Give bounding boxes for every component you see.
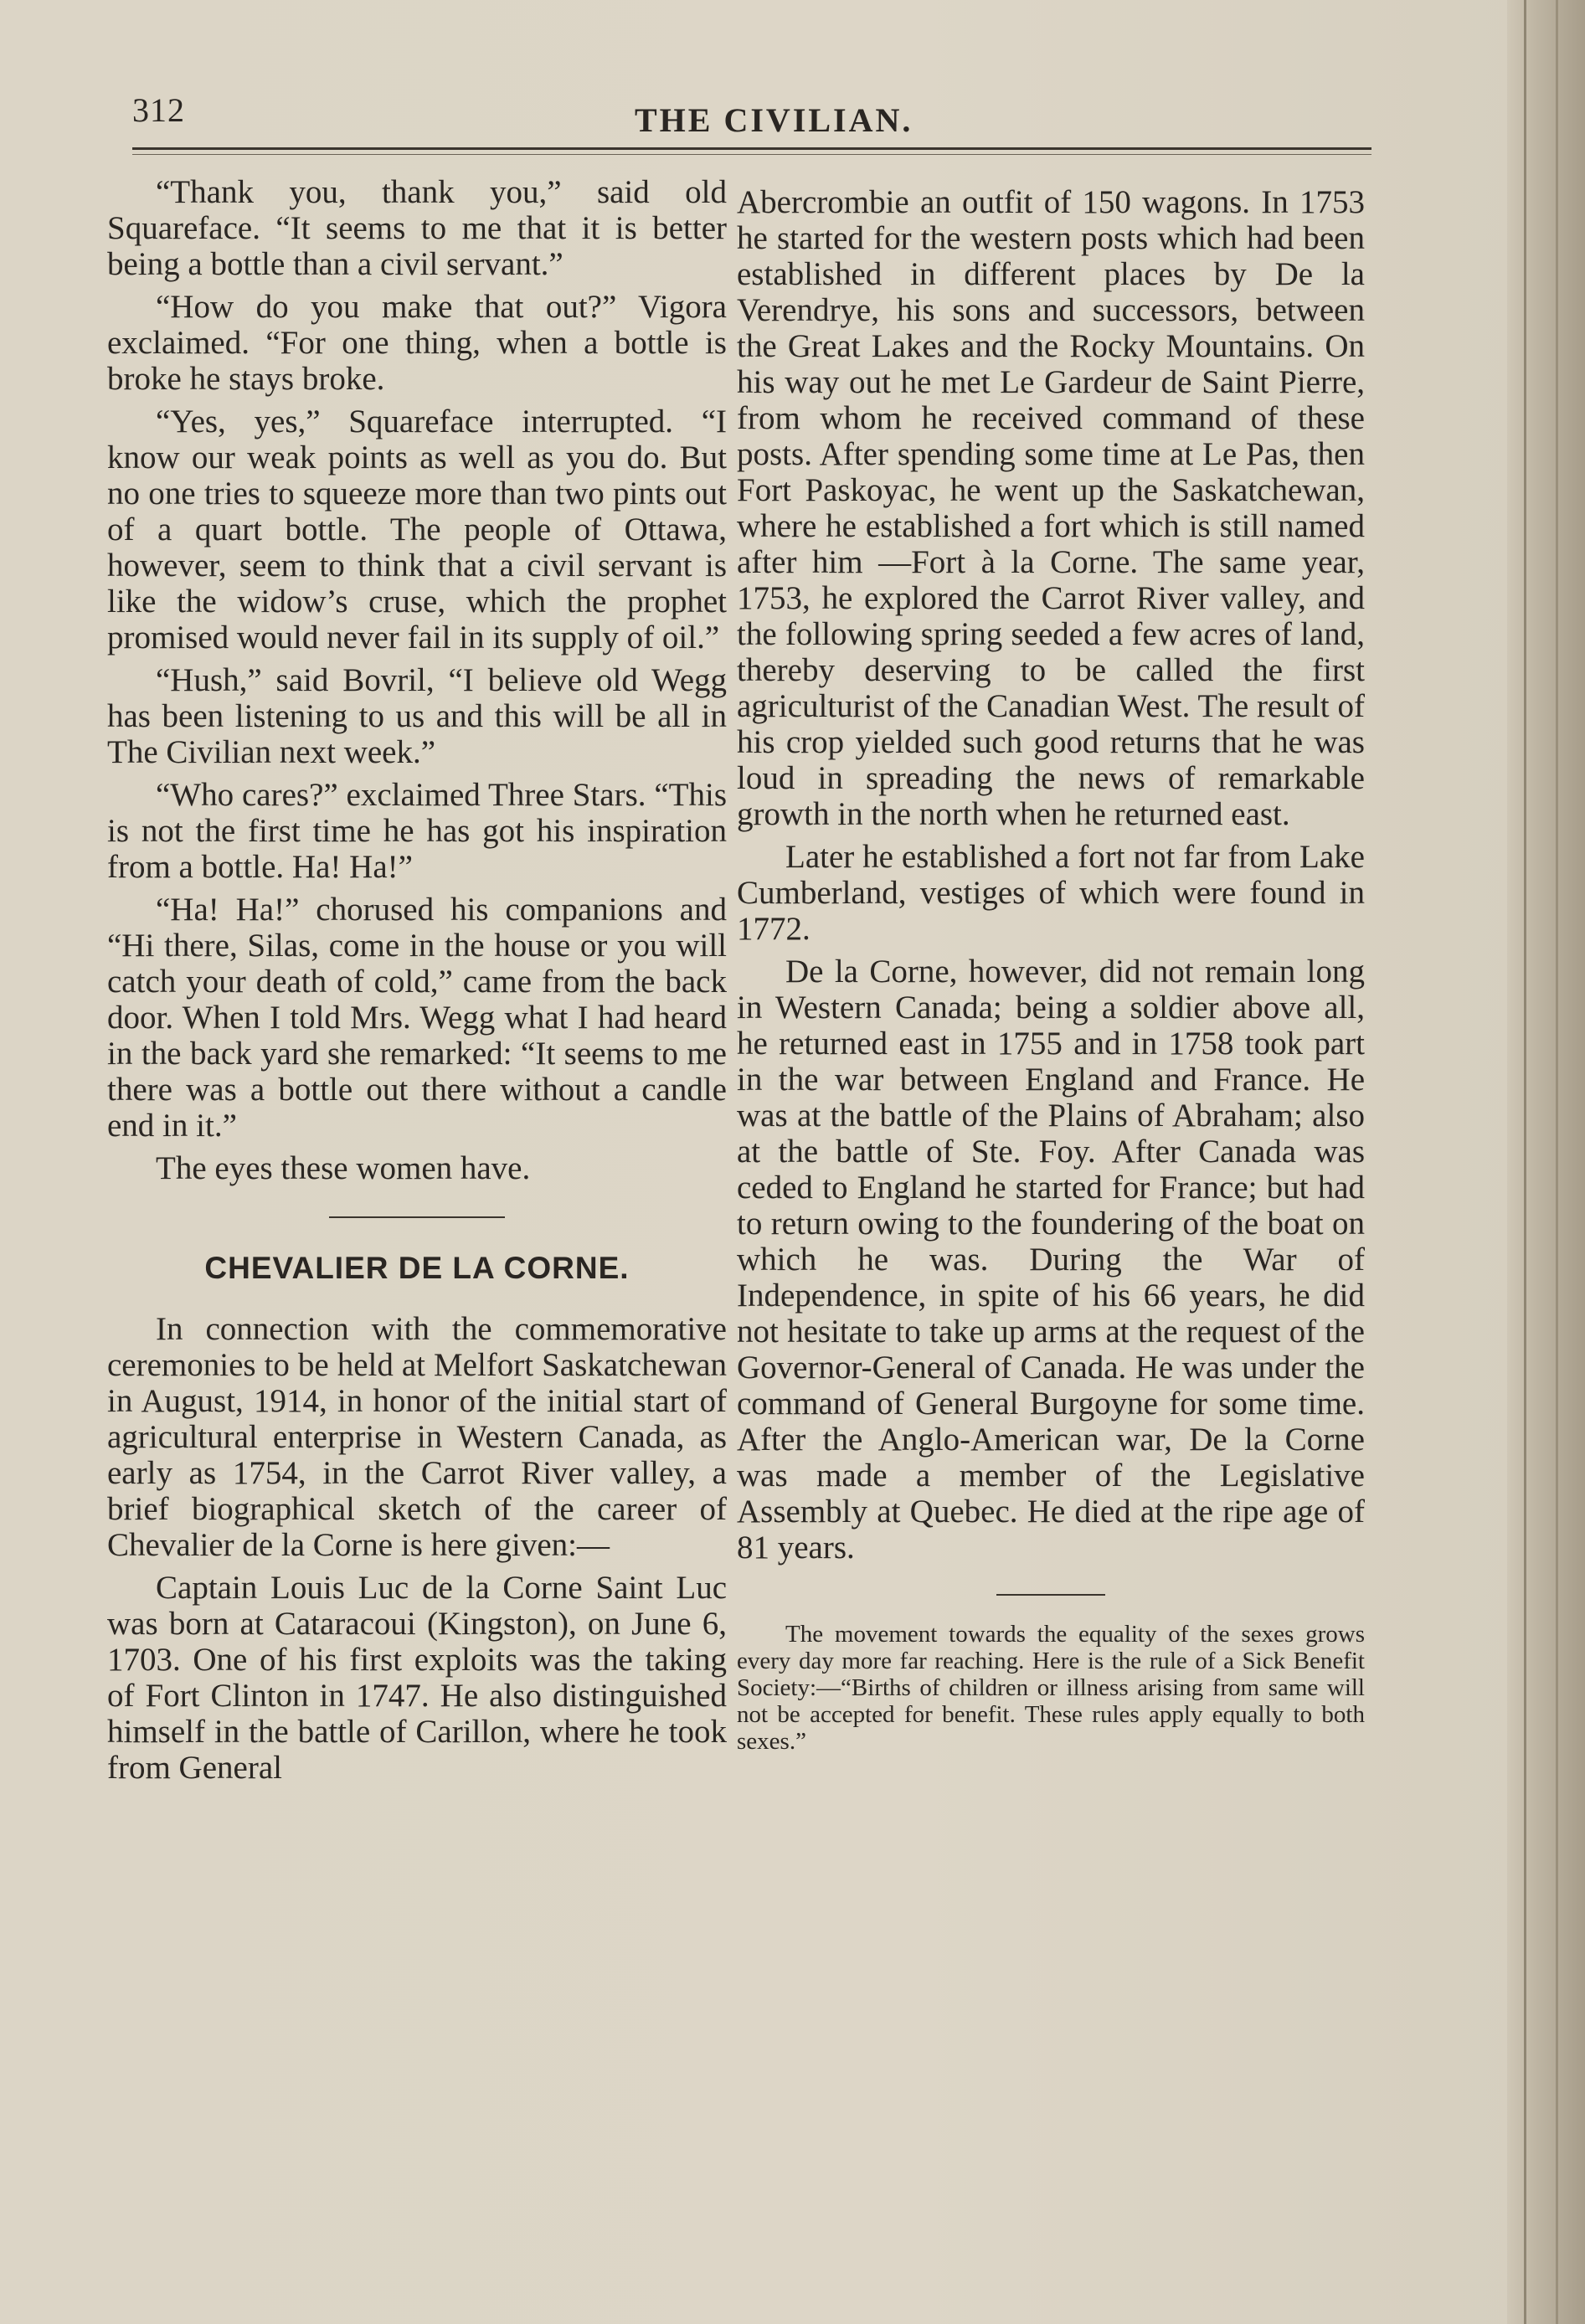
left-column	[107, 174, 727, 1792]
paragraph: “Hush,” said Bovril, “I believe old Wegg has been listening to us and this will be all in The Civilian next week.”	[107, 662, 727, 770]
paragraph: In connection with the commemorative ceremonies to be held at Melfort Saskatchewan in August, 1914, in honor of the initial start of agricultural enterprise in Western Canada, as early as 1754, in the Carrot River valley, a brief biographical sketch of the career of Chevalier de la Corne is here given:—	[107, 1311, 727, 1563]
header-rule	[132, 147, 1371, 150]
paragraph: “Ha! Ha!” chorused his companions and “Hi there, Silas, come in the house or you will catch your death of cold,” came from the back door. When I told Mrs. Wegg what I had heard in the back yard she remarked: “It seems to me there was a bottle out there without a candle end in it.”	[107, 892, 727, 1144]
paragraph: “How do you make that out?” Vigora exclaimed. “For one thing, when a bottle is broke he stays broke.	[107, 289, 727, 397]
paragraph: “Who cares?” exclaimed Three Stars. “This is not the first time he has got his inspiration from a bottle. Ha! Ha!”	[107, 777, 727, 885]
right-column	[737, 184, 1365, 1761]
paragraph: Captain Louis Luc de la Corne Saint Luc was born at Cataracoui (Kingston), on June 6, 1703. One of his first exploits was the taking of Fort Clinton in 1747. He also distinguished himself in the battle of Carillon, where he took from General	[107, 1570, 727, 1786]
paragraph: The eyes these women have.	[156, 1150, 531, 1186]
section-title: CHEVALIER DE LA CORNE.	[204, 1251, 630, 1285]
header-rule-thin	[132, 154, 1371, 155]
paragraph: Abercrombie an outfit of 150 wagons. In 1753 he started for the western posts which had been established in different places by De la Verendrye, his sons and successors, between the Great Lakes and the Rocky Mountains. On his way out he met Le Gardeur de Saint Pierre, from whom he received command of these posts. After spending some time at Le Pas, then Fort Paskoyac, he went up the Saskatchewan, where he established a fort which is still named after him —Fort à la Corne. The same year, 1753, he explored the Carrot River valley, and the following spring seeded a few acres of land, thereby deserving to be called the first agriculturist of the Canadian West. The result of his crop yielded such good returns that he was loud in spreading the news of remarkable growth in the north when he returned east.	[737, 184, 1365, 832]
spine-edge-line	[1524, 0, 1526, 2324]
page-header	[132, 90, 1371, 141]
running-title: THE CIVILIAN.	[635, 101, 913, 139]
section-divider	[329, 1216, 505, 1218]
book-spine	[1507, 0, 1585, 2324]
paragraph: Later he established a fort not far from Lake Cumberland, vestiges of which were found in 1772.	[737, 839, 1365, 947]
page-number: 312	[132, 91, 185, 129]
paragraph: “Thank you, thank you,” said old Squareface. “It seems to me that it is better being a bottle than a civil servant.”	[107, 174, 727, 282]
spine-edge-line	[1556, 0, 1558, 2324]
note-paragraph: The movement towards the equality of the sexes grows every day more far reaching. Here is the rule of a Sick Benefit Society:—“Births of children or illness arising from same will not be accepted for benefit. These rules apply equally to both sexes.”	[737, 1621, 1365, 1755]
paragraph: De la Corne, however, did not remain long in Western Canada; being a soldier above all, he returned east in 1755 and in 1758 took part in the war between England and France. He was at the battle of the Plains of Abraham; also at the battle of Ste. Foy. After Canada was ceded to England he started for France; but had to return owing to the foundering of the boat on which he was. During the War of Independence, in spite of his 66 years, he did not hesitate to take up arms at the request of the Governor-General of Canada. He was under the command of General Burgoyne for some time. After the Anglo-American war, De la Corne was made a member of the Legislative Assembly at Quebec. He died at the ripe age of 81 years.	[737, 954, 1365, 1566]
paragraph: “Yes, yes,” Squareface interrupted. “I know our weak points as well as you do. But no one tries to squeeze more than two pints out of a quart bottle. The people of Ottawa, however, seem to think that a civil servant is like the widow’s cruse, which the prophet promised would never fail in its supply of oil.”	[107, 404, 727, 656]
note-divider	[996, 1594, 1105, 1596]
